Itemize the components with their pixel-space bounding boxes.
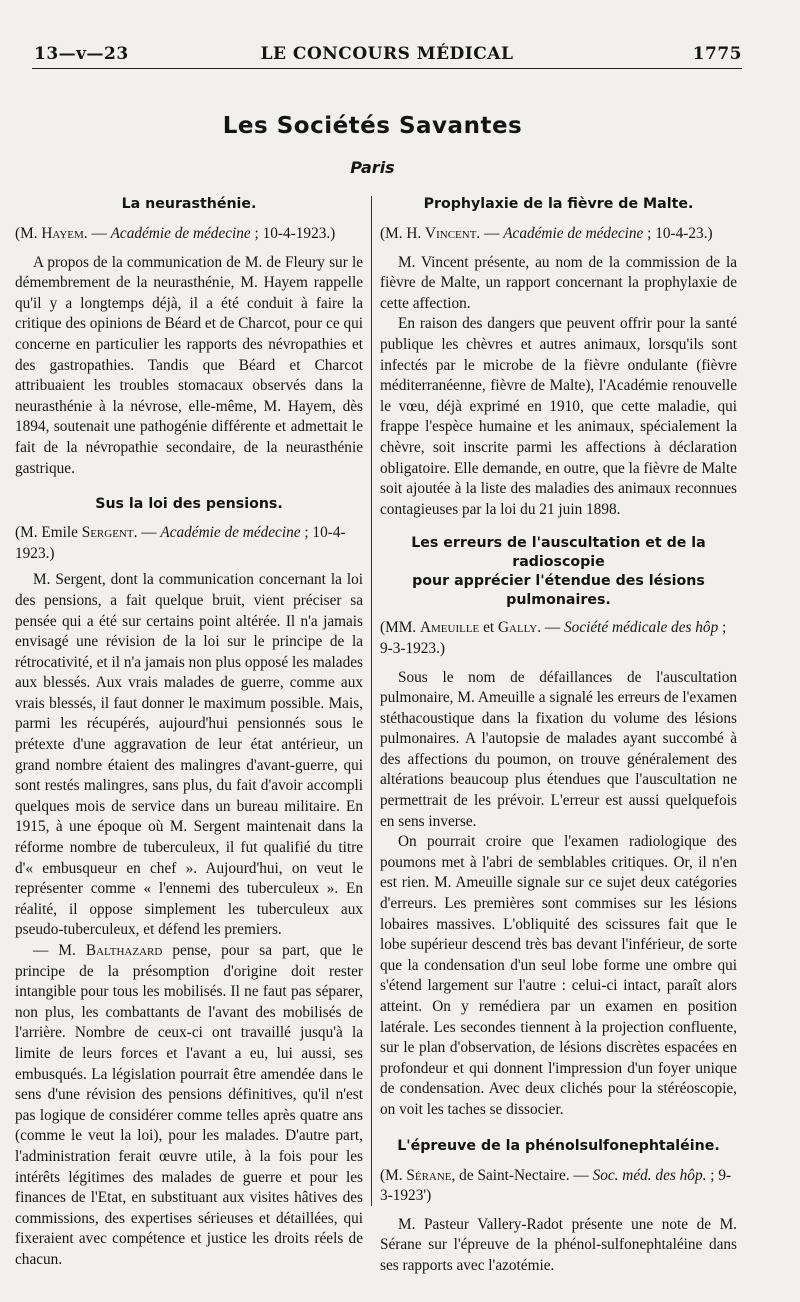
paragraph: M. Sergent, dont la communication concernant la loi des pensions, a fait quelque bruit, vient préciser sa pensée qui a été sur certains point altérée. Il n'a jamais envisagé une révision de la loi sur le principe de la rétrocativité, et il n'a jamais non plus opposé les malades aux blessés. Aux vrais malades de guerre, comme aux vrais blessés, il faut donner le maximum possible. Mais, parmi les récupérés, aujourd'hui pensionnés sous le prétexte d'une aggravation de leur état antérieur, un grand nombre étaient des malingres d'avant-guerre, qui sont restés malingres, sans plus, du fait d'avoir accompli quelques mois de service dans un bureau militaire. En 1915, à une époque où M. Sergent maintenait dans la réforme nombre de tuberculeux, il fut qualifié du titre d'« embusqueur en chef ». Aujourd'hui, on veut le représenter comme « l'ennemi des tuberculeux ». En réalité, il oppose simplement les tuberculeux aux pseudo-tuberculeux, et défend les premiers. <box>15 571 363 939</box>
paragraph: On pourrait croire que l'examen radiologique des poumons met à l'abri de semblables critiques. Or, il n'en est rien. M. Ameuille signale sur ce sujet deux catégories d'erreurs. Les premières sont commises sur les lésions lobaires massives. L'obliquité des scissures fait que le lobe supérieur descend très bas devant l'inférieur, de sorte que la condensation d'un seul lobe forme une ombre qui s'étend largement sur l'autre : celui-ci intact, paraît alors atteint. On y remédiera par un examen en position latérale. Les secondes tiennent à la projection confluente, sur le plan d'observation, de lésions discrètes espacées en profondeur et qui donnent l'impression d'un foyer unique de condensation. Avec deux clichés pour la stéréoscopie, on voit les taches se dissocier. <box>380 833 737 1118</box>
section-reference: (M. Sérane, de Saint-Nectaire. — Soc. méd. des hôp. ; 9-3-1923') <box>380 1166 732 1205</box>
page-number: 1775 <box>692 44 742 64</box>
section-title-pensions: Sus la loi des pensions. <box>95 496 283 513</box>
section-title-auscultation: Les erreurs de l'auscultation et de la radioscopie pour apprécier l'étendue des lésions pulmonaires. <box>411 535 706 609</box>
section-title-neurasthenie: La neurasthénie. <box>121 196 257 212</box>
section-reference: (M. H. Vincent. — Académie de médecine ; 10-4-23.) <box>380 225 713 242</box>
paragraph: — M. Balthazard pense, pour sa part, que le principe de la présomption d'origine doit rester intangible pour tous les mobilisés. Il ne faut pas séparer, non plus, les combattants de l'avant des mobilisés de l'arrière. Nombre de ceux-ci ont travaillé jusqu'à la limite de leurs forces et l'avant a eu, lui aussi, ses embusqués. La législation pourrait être amendée dans le sens d'une révision des pensions définitives, qu'il n'est pas logique de considérer comme telles après quatre ans (comme le veut la loi), pour les malades. D'autre part, l'administration ferait œuvre utile, à la fois pour les intérêts légitimes des malades de guerre et pour les finances de l'Etat, en substituant aux visites hâtives des commissions, des expertises sérieuses et détaillées, qui fixeraient avec compétence et justice les droits réels de chacun. <box>15 942 363 1268</box>
paragraph: M. Pasteur Vallery-Radot présente une note de M. Sérane sur l'épreuve de la phénol-sulfonephtaléine dans ses rapports avec l'azotémie. <box>380 1215 737 1274</box>
page-subtitle: Paris <box>350 158 395 177</box>
section-reference: (MM. Ameuille et Gally. — Société médicale des hôp ; 9-3-1923.) <box>380 619 727 657</box>
section-reference: (M. Hayem. — Académie de médecine ; 10-4-1923.) <box>15 225 336 242</box>
paragraph: M. Vincent présente, au nom de la commission de la fièvre de Malte, un rapport concernant la prophylaxie de cette affection. <box>380 253 737 312</box>
paragraph: A propos de la communication de M. de Fleury sur le démembrement de la neurasthénie, M. Hayem rappelle qu'il y a longtemps déjà, il a été conduit à faire la critique des opinions de Béard et de Charcot, pour ce qui concerne en particulier les rapports des névropathies et des gastropathies. Tandis que Béard et Charcot attribuaient les troubles stomacaux observés dans la neurasthénie à la névrose, elle-même, M. Hayem, dès 1894, soutenait une pathogénie différente et admettait le fait de la névropathie secondaire, de la neurasthénie gastrique. <box>15 253 363 477</box>
section-title-malte: Prophylaxie de la fièvre de Malte. <box>423 196 694 212</box>
right-column <box>380 195 737 1277</box>
paragraph: Sous le nom de défaillances de l'auscultation pulmonaire, M. Ameuille a signalé les erreurs de l'examen stéthacoustique dans la fixation du volume des lésions pulmonaires. A l'autopsie de malades ayant succombé à des affections du poumon, on trouve généralement des altérations beaucoup plus étendues que l'auscultation ne permettrait de les prévoir. L'erreur est aussi quelquefois en sens inverse. <box>380 668 737 830</box>
left-column <box>15 195 363 1271</box>
issue-date: 13—v—23 <box>34 44 129 64</box>
section-reference: (M. Emile Sergent. — Académie de médecine ; 10-4-1923.) <box>15 524 346 562</box>
column-divider <box>371 196 372 1206</box>
running-header <box>32 40 742 69</box>
journal-name: LE CONCOURS MÉDICAL <box>260 44 514 64</box>
section-title-phenolsulfonephtaleine: L'épreuve de la phénolsulfonephtaléine. <box>397 1137 720 1154</box>
page-title: Les Sociétés Savantes <box>222 113 523 139</box>
paragraph: En raison des dangers que peuvent offrir pour la santé publique les chèvres et autres animaux, lorsqu'ils sont infectés par le microbe de la fièvre ondulante (fièvre méditerranéenne, fièvre de Malte), l'Académie renouvelle le vœu, déjà exprimé en 1910, que cette maladie, qui frappe l'espèce humaine et les animaux, spécialement la chèvre, soit inscrite parmi les affections à déclaration obligatoire. Elle demande, en outre, que la fièvre de Malte soit ajoutée à la liste des maladies des animaux reconnues contagieuses par la loi du 21 juin 1898. <box>380 315 737 518</box>
